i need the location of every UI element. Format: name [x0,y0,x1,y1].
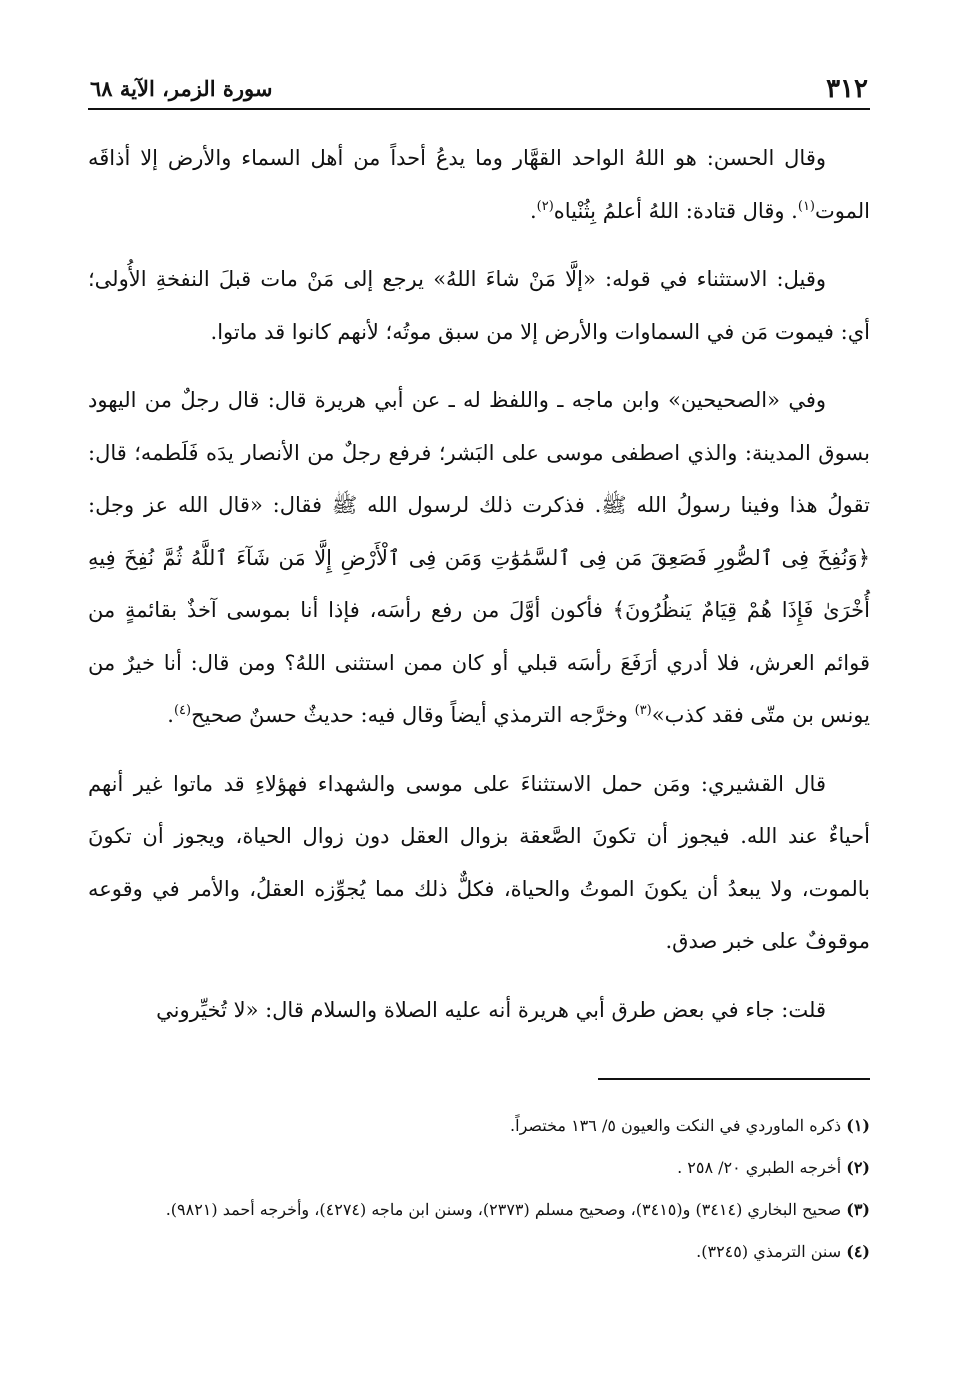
footnote-number: (٣) [846,1200,870,1219]
footnote-ref-3: (٣) [634,703,652,718]
paragraph-text: قلت: جاء في بعض طرق أبي هريرة أنه عليه الصلاة والسلام قال: «لا تُخيِّروني [156,997,826,1022]
footnote-1 [88,1108,870,1144]
footnote-text: أخرجه الطبري ٢٠/ ٢٥٨ . [677,1158,842,1177]
footnote-ref-4: (٤) [173,703,192,718]
paragraph-text: وقال الحسن: هو اللهُ الواحد القهَّار وما يدعُ أحداً من أهل السماء والأرض إلا أذاقَه الموت [88,146,870,223]
footnote-number: (١) [846,1116,870,1135]
footnote-text: ذكره الماوردي في النكت والعيون ٥/ ١٣٦ مختصراً. [510,1116,842,1135]
footnote-ref-2: (٢) [536,198,554,214]
paragraph-text: وقيل: الاستثناء في قوله: «إلَّا مَنْ شاءَ اللهُ» يرجع إلى مَنْ مات قبلَ النفخةِ الأُولى؛ أي: فيموت مَن في السماوات والأرض إلا من سبق موتُه؛ لأنهم كانوا قد ماتوا. [88,267,870,344]
footnote-text: صحيح البخاري (٣٤١٤) و(٣٤١٥)، وصحيح مسلم (٢٣٧٣)، وسنن ابن ماجه (٤٢٧٤)، وأخرجه أحمد (٩٨٢١). [165,1200,842,1219]
paragraph-text: وخرَّجه الترمذي أيضاً وقال فيه: حديثٌ حسنٌ صحيح [191,703,635,727]
paragraph-text: . [529,198,537,223]
header-rule [88,108,870,110]
paragraph-istithna [88,253,870,358]
footnote-separator [598,1078,870,1080]
paragraph-hadith [88,374,870,742]
page-header [88,70,870,106]
footnote-2 [88,1150,870,1186]
footnote-text: سنن الترمذي (٣٢٤٥). [696,1242,842,1261]
footnotes [88,1108,870,1276]
footnote-number: (٤) [846,1242,870,1261]
footnote-3 [88,1192,870,1228]
page-number: ٣١٢ [826,74,868,104]
footnote-number: (٢) [846,1158,870,1177]
paragraph-text: وفي «الصحيحين» وابن ماجه ـ واللفظ له ـ عن أبي هريرة قال: قال رجلٌ من اليهود بسوق المدينة: والذي اصطفى موسى على البَشر؛ فرفع رجلٌ من الأنصار يدَه فَلَطمه؛ قال: تقولُ هذا وفينا رسولُ الله ﷺ. فذكرت ذلك لرسول الله ﷺ فقال: «قال الله عز وجل: ﴿وَنُفِخَ فِى ٱلصُّورِ فَصَعِقَ مَن فِى ٱلسَّمَٰوَٰتِ وَمَن فِى ٱلْأَرْضِ إِلَّا مَن شَآءَ ٱللَّهُ ثُمَّ نُفِخَ فِيهِ أُخْرَىٰ فَإِذَا هُمْ قِيَامٌ يَنظُرُونَ﴾ فأكون أوَّلَ من رفع رأسَه، فإذا أنا بموسى آخذٌ بقائمةٍ من قوائم العرش، فلا أدري أرَفَعَ رأسَه قبلي أو كان ممن استثنى اللهُ؟ ومن قال: أنا خيرٌ من يونس بن متّى فقد كذب» [88,388,870,727]
paragraph-qultu [88,984,870,1037]
paragraph-text: . [167,703,174,727]
main-text [88,132,870,1036]
paragraph-text: قال القشيري: ومَن حمل الاستثناءَ على موسى والشهداء فهؤلاءِ قد ماتوا غير أنهم أحياءٌ عند الله. فيجوز أن تكونَ الصَّعقة بزوال العقل دون زوال الحياة، ويجوز أن تكونَ بالموت، ولا يبعدُ أن يكونَ الموتُ والحياة، فكلٌّ ذلك مما يُجوِّزه العقلُ، والأمر في وقوعه موقوفٌ على خبر صدق. [88,771,870,953]
paragraph-text: . وقال قتادة: اللهُ أعلمُ بِثُنْياه [553,198,798,223]
footnote-4 [88,1234,870,1270]
paragraph-hasan [88,132,870,237]
surah-title: سورة الزمر، الآية ٦٨ [90,76,273,101]
footnote-ref-1: (١) [797,198,815,214]
paragraph-qushayri [88,758,870,968]
